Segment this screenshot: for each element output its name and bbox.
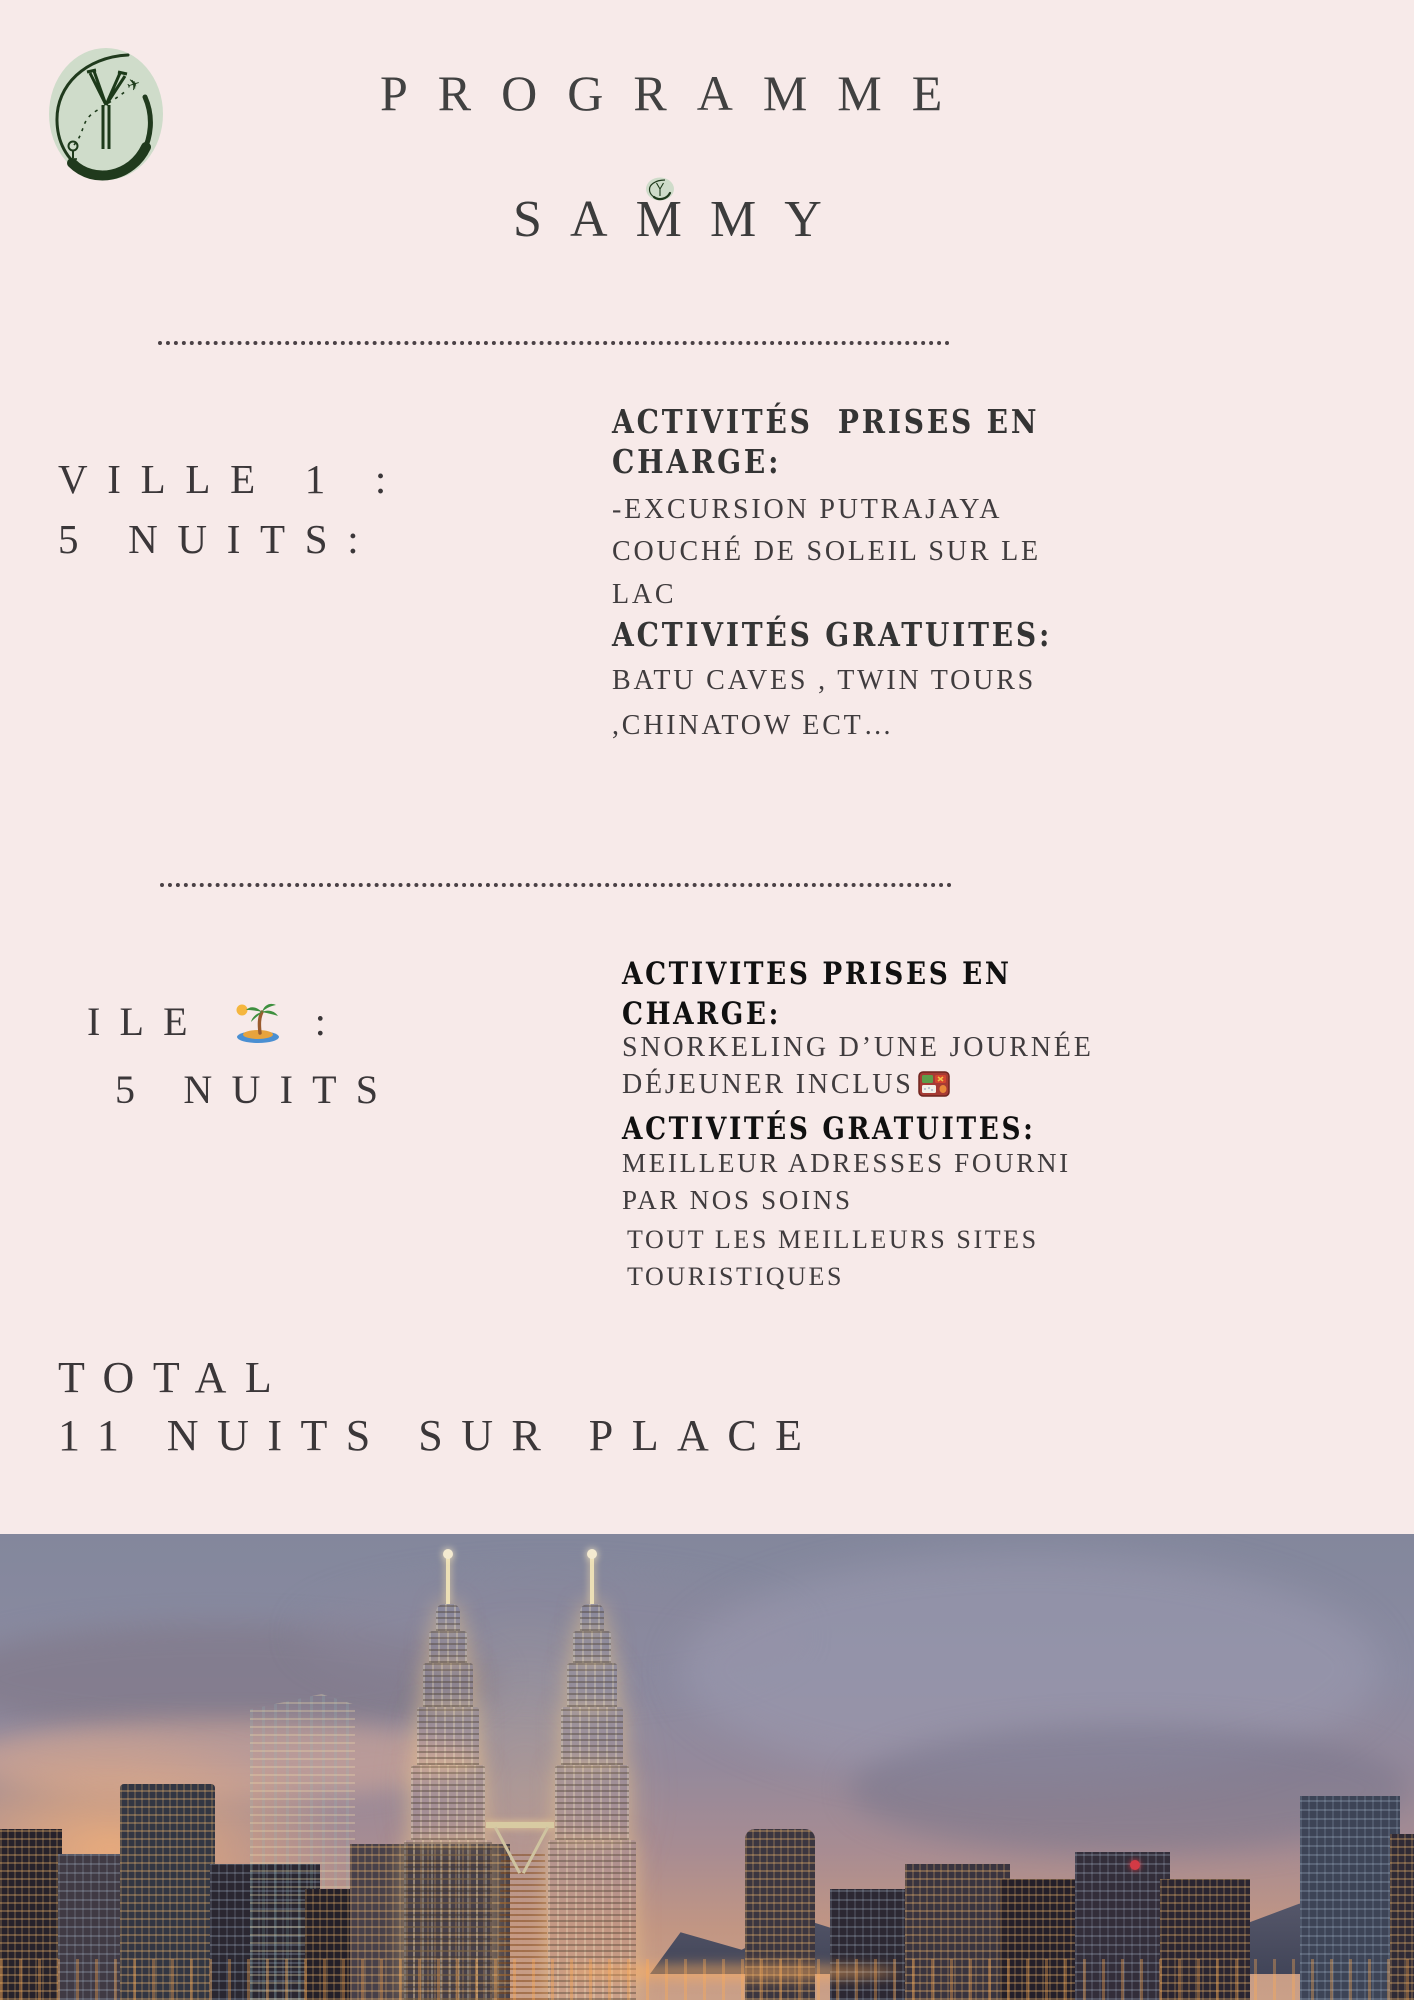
bento-icon — [918, 1070, 950, 1098]
brand-logo — [42, 45, 174, 183]
included-activity-line: COUCHÉ DE SOLEIL SUR LE — [612, 536, 1041, 567]
section2-heading-included-line1: ACTIVITES PRISES EN — [622, 956, 1012, 992]
tower-segment — [567, 1663, 617, 1707]
logo-plane-icon: ✈ — [124, 73, 143, 96]
section2-heading-free: ACTIVITÉS GRATUITES: — [622, 1111, 1036, 1147]
page-title: PROGRAMME — [380, 65, 973, 121]
city-photo — [0, 1534, 1414, 2000]
section2-label-line1 — [87, 998, 345, 1045]
traveler-name: SAMMY — [513, 191, 850, 248]
dotted-divider-1 — [158, 341, 950, 345]
tower-segment — [417, 1707, 479, 1765]
included-activity-line: -EXCURSION PUTRAJAYA — [612, 494, 1003, 525]
tower-segment — [429, 1631, 467, 1663]
section1-label-line1: VILLE 1 : — [58, 456, 406, 502]
section1-label-line2: 5 NUITS: — [58, 516, 379, 562]
tower-segment — [436, 1604, 460, 1631]
included-activity-line: SNORKELING D’UNE JOURNÉE — [622, 1032, 1094, 1063]
free-activity-line: BATU CAVES , TWIN TOURS — [612, 665, 1037, 696]
street-glow — [560, 1964, 900, 1980]
section2-heading-included-line2: CHARGE: — [622, 996, 781, 1032]
free-activity-line: MEILLEUR ADRESSES FOURNI — [622, 1148, 1071, 1178]
tower-segment — [561, 1707, 623, 1765]
section1-heading-included-line1: ACTIVITÉS PRISES EN — [612, 402, 1040, 441]
logo-background-ellipse — [49, 48, 163, 180]
free-activity-line: ,CHINATOW ECT… — [612, 710, 895, 741]
tower-segment — [580, 1604, 604, 1631]
total-label: TOTAL — [58, 1353, 291, 1402]
included-activity-line — [622, 1069, 950, 1101]
section2-label-colon: : — [314, 999, 346, 1044]
free-activity-line: TOURISTIQUES — [627, 1262, 845, 1291]
dotted-divider-2 — [160, 883, 952, 887]
tower-segment — [555, 1765, 629, 1840]
total-nights: 11 NUITS SUR PLACE — [58, 1411, 821, 1460]
section2-label-prefix: ILE — [87, 999, 207, 1044]
island-icon — [233, 1000, 281, 1044]
tower-spire — [590, 1554, 594, 1604]
building-sign-light — [1130, 1860, 1140, 1870]
included-activity-text: DÉJEUNER INCLUS — [622, 1069, 914, 1100]
free-activity-line: PAR NOS SOINS — [622, 1185, 853, 1215]
tower-spire — [446, 1554, 450, 1604]
section1-heading-included-line2: CHARGE: — [612, 442, 782, 481]
petronas-tower-right — [548, 1534, 636, 2000]
tower-segment — [411, 1765, 485, 1840]
tower-segment — [423, 1663, 473, 1707]
section2-label-line2: 5 NUITS — [115, 1067, 398, 1112]
section1-heading-free: ACTIVITÉS GRATUITES: — [612, 615, 1053, 654]
tower-segment — [573, 1631, 611, 1663]
free-activity-line: TOUT LES MEILLEURS SITES — [627, 1225, 1039, 1254]
included-activity-line: LAC — [612, 579, 677, 610]
petronas-tower-left — [404, 1534, 492, 2000]
